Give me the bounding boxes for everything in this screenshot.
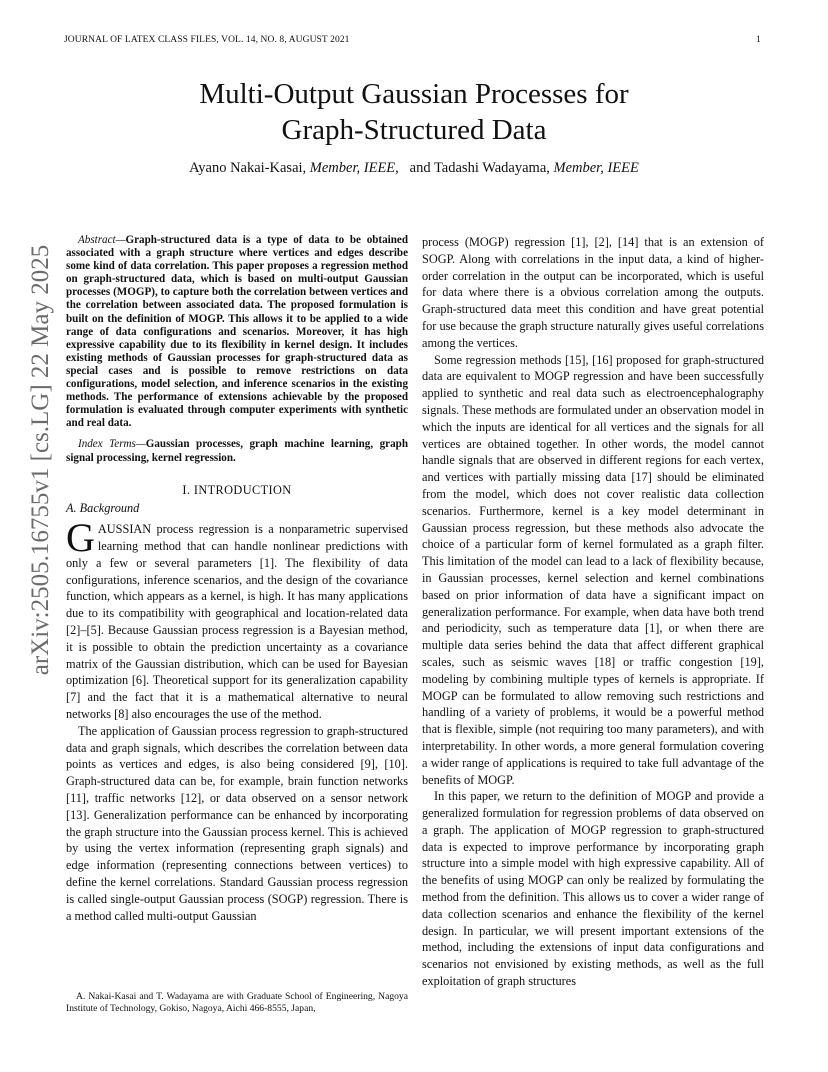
- affiliation-footnote: A. Nakai-Kasai and T. Wadayama are with Graduate School of Engineering, Nagoya Institute of Technology, Gokiso, Nagoya, Aichi 466-8555, Japan,: [66, 991, 408, 1014]
- dropcap: G: [66, 515, 95, 561]
- subsection-heading: A. Background: [66, 501, 140, 516]
- section-heading: I. INTRODUCTION: [182, 482, 292, 497]
- right-paragraph-2: Some regression methods [15], [16] proposed for graph-structured data are equivalent to MOGP regression and have been successfully applied to synthetic and real data such as electroencephalography signals. These methods are formulated under an observation model in which the inputs are identical for all vertices and the signals for all vertices are obtained together. In other words, the model cannot handle signals that are observed in different regions for each vertex, and vertices with partially missing data [17] should be eliminated from the model, which does not cover realistic data collection scenarios. Furthermore, kernel is a key model determinant in Gaussian process regression, but these methods also advocate the choice of a particular form of kernel formulated as a graph filter. This limitation of the model can lead to a lack of flexibility because, in Gaussian processes, kernel selection and kernel combinations based on prior information of data have a significant impact on generalization performance. For example, when data have both trend and periodicity, such as temperature data [1], or when there are multiple data series behind the data that affect different graphical scales, such as seismic waves [18] or traffic congestion [19], modeling by combining multiple types of kernels is appropriate. If MOGP can be formulated to allow removing such restrictions and handling of a variety of problems, it would be a powerful method that is flexible, simple (not requiring too many parameters), and with interpretability. In other words, a more general formulation covering a wider range of applications is required to take full advantage of the benefits of MOGP.: [422, 352, 764, 787]
- right-column: [422, 234, 764, 990]
- right-paragraph-1: process (MOGP) regression [1], [2], [14] that is an extension of SOGP. Along with correlations in the input data, a kind of higher-order correlation in the output can be incorporated, which is useful for data where there is a obvious correlation among the outputs. Graph-structured data meet this condition and have great potential for use because the graph structure naturally gives useful correlations among the vertices.: [422, 235, 764, 350]
- index-terms-lead: Index Terms—: [78, 438, 146, 451]
- author-2: and Tadashi Wadayama,: [409, 160, 550, 176]
- running-header: JOURNAL OF LATEX CLASS FILES, VOL. 14, NO. 8, AUGUST 2021: [64, 35, 350, 45]
- index-terms-text: Gaussian processes, graph machine learning, graph signal processing, kernel regression.: [66, 438, 408, 464]
- abstract: [66, 234, 408, 430]
- author-line: [0, 160, 828, 177]
- paper-title: [0, 76, 828, 148]
- intro-paragraph-1-text: AUSSIAN process regression is a nonparametric supervised learning method that can handle nonlinear predictions with only a few or several parameters [1]. The flexibility of data configurations, inference scenarios, and the design of the covariance function, which appears as a kernel, is high. It has many applications due to its compatibility with geographical and location-related data [2]–[5]. Because Gaussian process regression is a Bayesian method, it is possible to obtain the prediction uncertainty as a covariance matrix of the Gaussian distribution, which can be used for Bayesian optimization [6]. Theoretical support for its generalization capability [7] and the fact that it is a mathematical alternative to neural networks [8] also encourages the use of the method.: [66, 522, 408, 721]
- page-number: 1: [756, 35, 761, 45]
- arxiv-stamp: arXiv:2505.16755v1 [cs.LG] 22 May 2025: [27, 244, 54, 676]
- abstract-text: Graph-structured data is a type of data to be obtained associated with a graph structure where vertices and edges describe some kind of data correlation. This paper proposes a regression method on graph-structured data, which is based on multi-output Gaussian processes (MOGP), to capture both the correlation between vertices and the correlation between associated data. The proposed formulation is built on the definition of MOGP. This allows it to be applied to a wide range of data configurations and scenarios. Moreover, it has high expressive capability due to its flexibility in kernel design. It includes existing methods of Gaussian processes for graph-structured data as special cases and is possible to remove restrictions on data configurations, model selection, and inference scenarios in the existing methods. The performance of extensions achievable by the proposed formulation is evaluated through computer experiments with synthetic and real data.: [66, 234, 408, 430]
- author-2-role: Member, IEEE: [553, 160, 639, 176]
- right-paragraph-3: In this paper, we return to the definition of MOGP and provide a generalized formulation for regression problems of data observed on a graph. The application of MOGP regression to graph-structured data is expected to improve performance by incorporating graph structure into a simple model with high expressive capability. All of the benefits of using MOGP can only be realized by formulating the method from the definition. This allows us to cover a wider range of data collection scenarios and enhance the flexibility of the kernel design. In particular, we will present important extensions of the method, including the extensions of input data configurations and scenarios not envisioned by existing methods, as well as the full exploitation of graph structures: [422, 789, 764, 989]
- intro-paragraph-1: [66, 515, 408, 723]
- title-line-1: Multi-Output Gaussian Processes for: [199, 78, 629, 110]
- abstract-lead: Abstract—: [78, 234, 126, 246]
- index-terms: [66, 438, 408, 464]
- author-1: Ayano Nakai-Kasai,: [189, 160, 307, 176]
- title-line-2: Graph-Structured Data: [281, 114, 547, 146]
- intro-paragraph-2: The application of Gaussian process regression to graph-structured data and graph signals, which describes the correlation between data points as vertices and edges, is also being considered [9], [10]. Graph-structured data can be, for example, brain function networks [11], traffic networks [12], or data observed on a sensor network [13]. Generalization performance can be enhanced by incorporating the graph structure into the Gaussian process kernel. This is achieved by using the vertex information (representing graph signals) and edge information (representing connections between vertices) to define the kernel correlations. Standard Gaussian process regression is called single-output Gaussian process (SOGP) regression. There is a method called multi-output Gaussian: [66, 723, 408, 923]
- author-1-role: Member, IEEE,: [309, 160, 399, 176]
- left-column: [66, 234, 408, 924]
